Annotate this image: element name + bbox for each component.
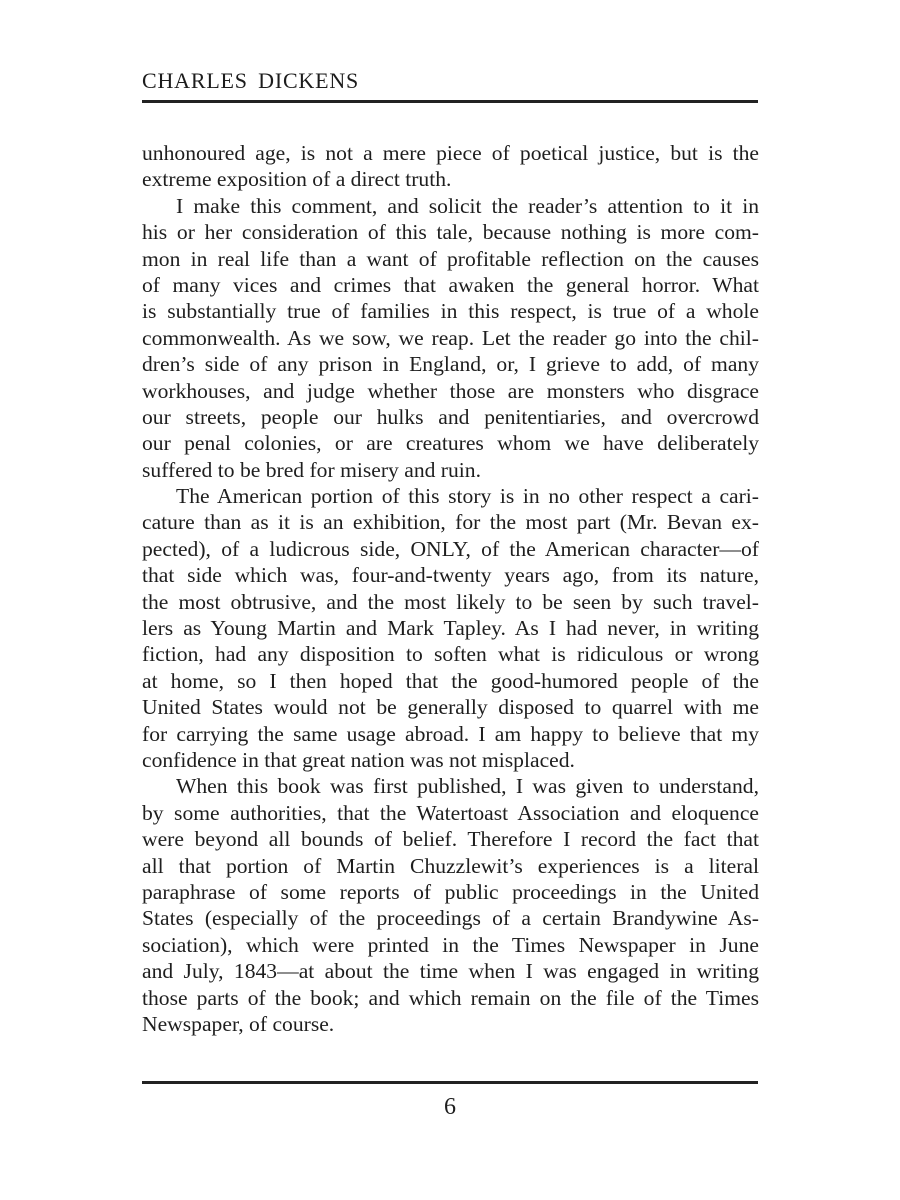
text-line: When this book was first published, I was given to understand, bbox=[176, 774, 759, 799]
text-line: at home, so I then hoped that the good-humored people of the bbox=[142, 668, 759, 693]
text-line: by some authorities, that the Watertoast Association and eloquence bbox=[142, 800, 759, 825]
text-line: paraphrase of some reports of public proceedings in the United bbox=[142, 879, 759, 904]
text-line: United States would not be generally disposed to quarrel with me bbox=[142, 695, 759, 720]
text-line: unhonoured age, is not a mere piece of poetical justice, but is the bbox=[142, 141, 759, 165]
paragraph bbox=[142, 483, 759, 773]
text-line: I make this comment, and solicit the reader’s attention to it in bbox=[176, 193, 759, 218]
text-line: Newspaper, of course. bbox=[142, 1011, 335, 1036]
paragraph bbox=[142, 140, 759, 193]
text-line: lers as Young Martin and Mark Tapley. As I had never, in writing bbox=[142, 616, 759, 641]
text-line: commonwealth. As we sow, we reap. Let the reader go into the chil- bbox=[142, 325, 759, 350]
text-line: our streets, people our hulks and penitentiaries, and overcrowd bbox=[142, 404, 759, 429]
text-line: dren’s side of any prison in England, or, I grieve to add, of many bbox=[142, 352, 759, 377]
paragraph bbox=[142, 193, 759, 483]
text-line: our penal colonies, or are creatures whom we have deliberately bbox=[142, 431, 759, 456]
paragraph bbox=[142, 773, 759, 1037]
text-line: of many vices and crimes that awaken the general horror. What bbox=[142, 272, 759, 297]
text-line: pected), of a ludicrous side, ONLY, of the American character—of bbox=[142, 536, 759, 561]
running-header: CHARLES DICKENS bbox=[142, 68, 360, 93]
text-line: is substantially true of families in this respect, is true of a whole bbox=[142, 299, 759, 324]
text-line: mon in real life than a want of profitable reflection on the causes bbox=[142, 246, 759, 271]
text-line: for carrying the same usage abroad. I am happy to believe that my bbox=[142, 721, 759, 746]
text-line: confidence in that great nation was not misplaced. bbox=[142, 747, 575, 772]
text-line: The American portion of this story is in no other respect a cari- bbox=[176, 484, 759, 509]
body-text bbox=[142, 140, 759, 1037]
page-number: 6 bbox=[444, 1094, 456, 1120]
text-line: fiction, had any disposition to soften what is ridiculous or wrong bbox=[142, 642, 759, 667]
text-line: workhouses, and judge whether those are monsters who disgrace bbox=[142, 378, 759, 403]
text-line: suffered to be bred for misery and ruin. bbox=[142, 457, 481, 482]
text-line: and July, 1843—at about the time when I was engaged in writing bbox=[142, 959, 759, 984]
text-line: that side which was, four-and-twenty years ago, from its nature, bbox=[142, 563, 759, 588]
text-line: his or her consideration of this tale, because nothing is more com- bbox=[142, 220, 759, 245]
footer-rule bbox=[142, 1081, 758, 1084]
text-line: were beyond all bounds of belief. Therefore I record the fact that bbox=[142, 827, 759, 852]
text-line: all that portion of Martin Chuzzlewit’s experiences is a literal bbox=[142, 853, 759, 878]
text-line: the most obtrusive, and the most likely to be seen by such travel- bbox=[142, 589, 759, 614]
text-line: those parts of the book; and which remain on the file of the Times bbox=[142, 985, 759, 1010]
text-line: cature than as it is an exhibition, for the most part (Mr. Bevan ex- bbox=[142, 510, 759, 535]
text-line: sociation), which were printed in the Times Newspaper in June bbox=[142, 932, 759, 957]
text-line: extreme exposition of a direct truth. bbox=[142, 167, 452, 192]
text-line: States (especially of the proceedings of a certain Brandywine As- bbox=[142, 906, 759, 931]
header-rule bbox=[142, 100, 758, 103]
